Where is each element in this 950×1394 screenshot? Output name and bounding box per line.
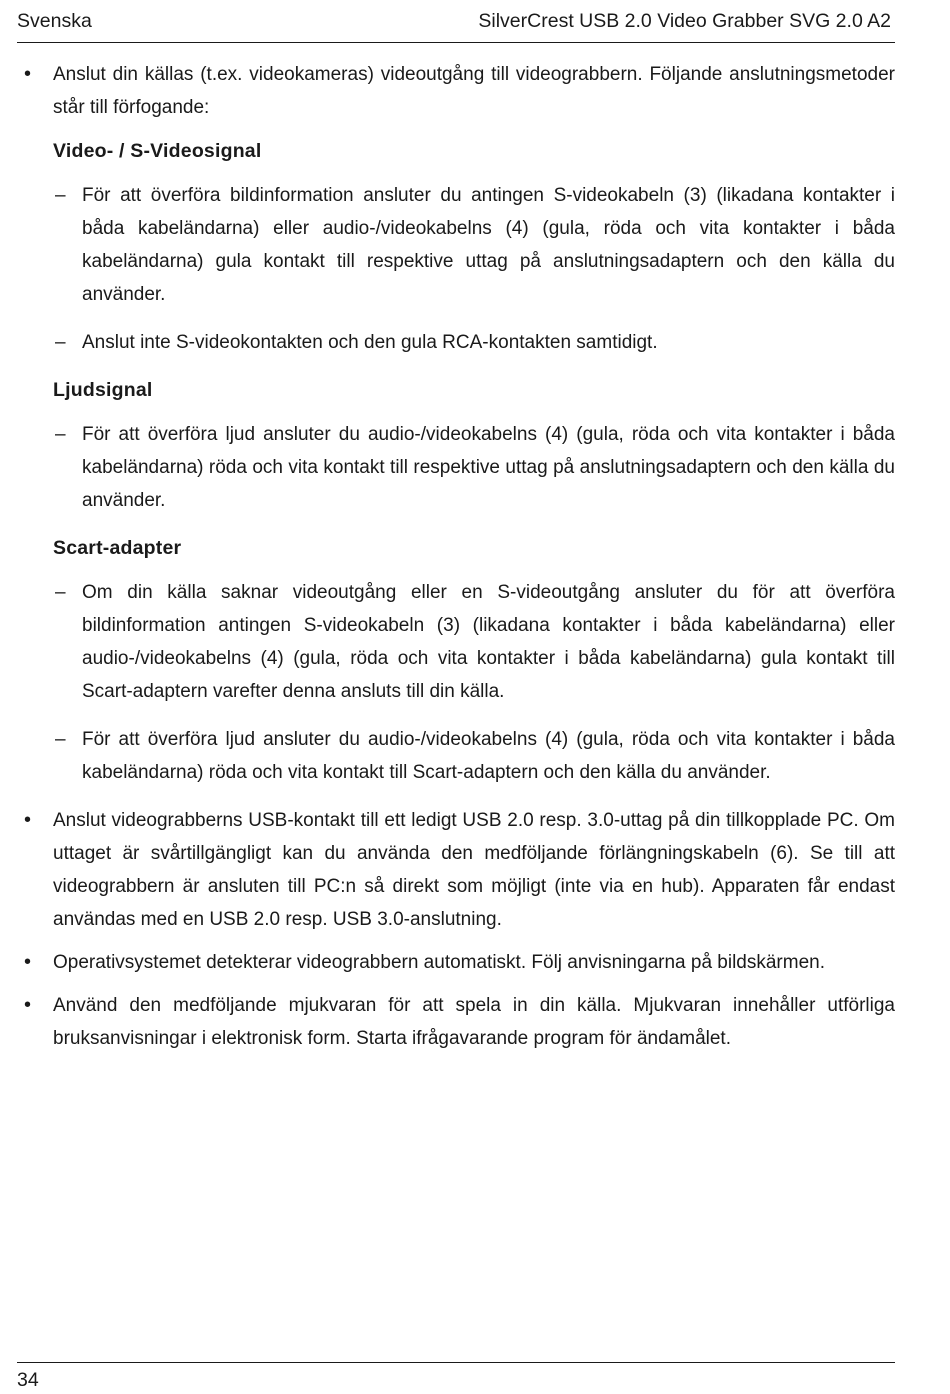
dash-item xyxy=(17,326,895,359)
bullet-icon: • xyxy=(24,63,32,85)
footer-divider xyxy=(17,1362,895,1363)
dash-item xyxy=(17,179,895,311)
header-divider xyxy=(17,42,895,43)
bullet-item xyxy=(17,989,895,1055)
dash-item xyxy=(17,723,895,789)
dash-text: För att överföra bildinformation ansluter du antingen S-videokabeln (3) (likadana kontakter i båda kabeländarna) eller audio-/videokabelns (4) (gula, röda och vita kontakter i båda kabeländarna) gula kontakt till respektive uttag på anslutningsadaptern och den källa du använder. xyxy=(82,185,895,305)
bullet-icon: • xyxy=(24,994,32,1016)
dash-item xyxy=(17,576,895,708)
bullet-text: Anslut videograbberns USB-kontakt till ett ledigt USB 2.0 resp. 3.0-uttag på din tillkopplade PC. Om uttaget är svårtillgängligt kan du använda den medföljande förlängningskabeln (6). Se till att videograbbern är ansluten till PC:n så direkt som möjligt (inte via en hub). Apparaten får endast användas med en USB 2.0 resp. USB 3.0-anslutning. xyxy=(53,810,895,930)
section-heading-scart: Scart-adapter xyxy=(53,537,182,559)
section-heading-audio: Ljudsignal xyxy=(53,379,153,401)
dash-text: Om din källa saknar videoutgång eller en S-videoutgång ansluter du för att överföra bildinformation antingen S-videokabeln (3) (likadana kontakter i båda kabeländarna) eller audio-/videokabelns (4) (gula, röda och vita kontakter i båda kabeländarna) gula kontakt till Scart-adaptern varefter denna ansluts till din källa. xyxy=(82,582,895,702)
dash-text: För att överföra ljud ansluter du audio-/videokabelns (4) (gula, röda och vita kontakter i båda kabeländarna) röda och vita kontakt till Scart-adaptern och den källa du använder. xyxy=(82,729,895,783)
dash-icon: – xyxy=(55,424,66,445)
bullet-item xyxy=(17,804,895,936)
dash-text: Anslut inte S-videokontakten och den gula RCA-kontakten samtidigt. xyxy=(82,332,658,353)
section-heading-video: Video- / S-Videosignal xyxy=(53,140,262,162)
page-number: 34 xyxy=(17,1369,39,1391)
dash-icon: – xyxy=(55,729,66,750)
dash-item xyxy=(17,418,895,517)
bullet-text: Använd den medföljande mjukvaran för att spela in din källa. Mjukvaran innehåller utförliga bruksanvisningar i elektronisk form. Starta ifrågavarande program för ändamålet. xyxy=(53,995,895,1049)
bullet-icon: • xyxy=(24,809,32,831)
bullet-item-intro xyxy=(17,58,895,124)
dash-icon: – xyxy=(55,582,66,603)
bullet-item xyxy=(17,946,895,979)
bullet-icon: • xyxy=(24,951,32,973)
dash-icon: – xyxy=(55,185,66,206)
header-language: Svenska xyxy=(17,10,92,32)
header-product-title: SilverCrest USB 2.0 Video Grabber SVG 2.0 A2 xyxy=(478,10,891,32)
bullet-text: Operativsystemet detekterar videograbbern automatiskt. Följ anvisningarna på bildskärmen. xyxy=(53,952,825,973)
dash-icon: – xyxy=(55,332,66,353)
dash-text: För att överföra ljud ansluter du audio-/videokabelns (4) (gula, röda och vita kontakter i båda kabeländarna) röda och vita kontakt till respektive uttag på anslutningsadaptern och den källa du använder. xyxy=(82,424,895,511)
bullet-text: Anslut din källas (t.ex. videokameras) videoutgång till videograbbern. Följande anslutningsmetoder står till förfogande: xyxy=(53,64,895,118)
page-header xyxy=(17,6,895,36)
document-body xyxy=(17,58,895,1065)
